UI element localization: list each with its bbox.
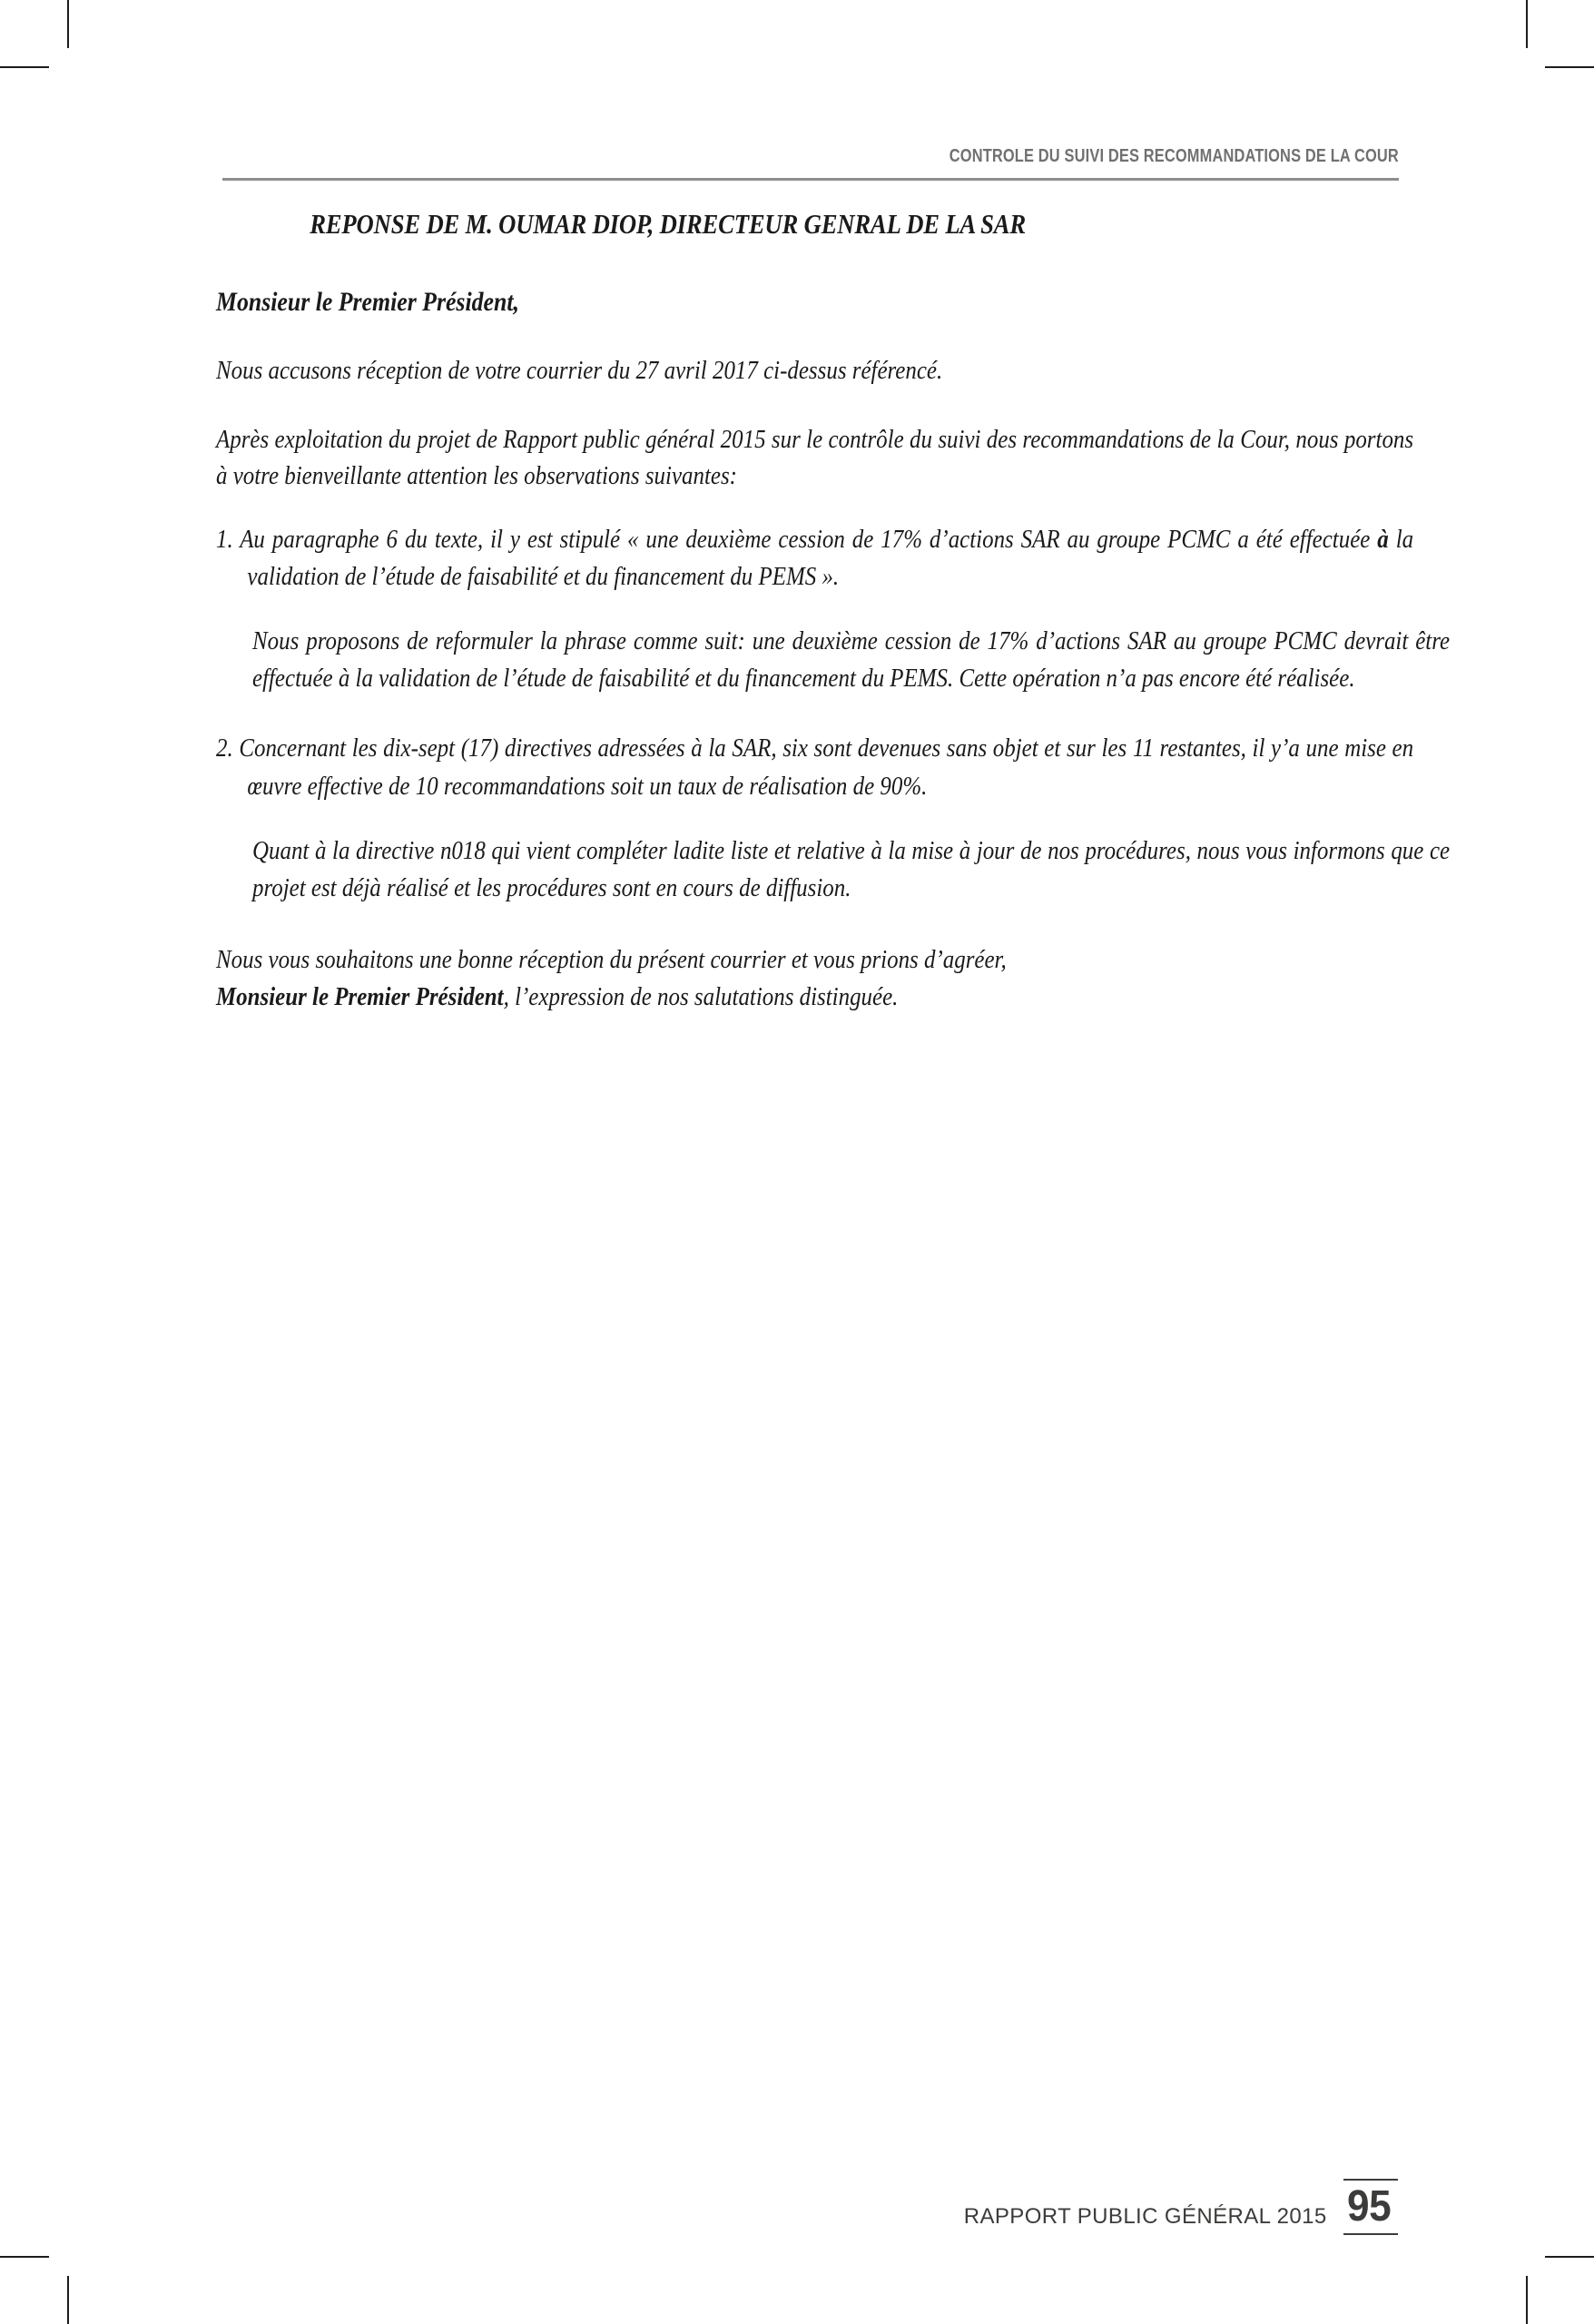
crop-mark-bottom-right-vertical — [1526, 2276, 1528, 2324]
running-head — [222, 145, 1399, 167]
page-number-box — [1338, 2179, 1398, 2235]
crop-mark-bottom-left-vertical — [67, 2276, 69, 2324]
list-item — [216, 730, 1451, 907]
list-item-text — [216, 521, 1413, 596]
list-item-body-before: Au paragraphe 6 du texte, il y est stipulé « une deuxième cession de 17% d’actions SAR au groupe PCMC a été effectuée — [240, 524, 1378, 554]
closing-paragraph — [216, 941, 1413, 1016]
document-body — [216, 207, 1451, 1017]
crop-mark-bottom-left-horizontal — [0, 2256, 49, 2258]
page-footer — [964, 2179, 1398, 2235]
list-item-body-before: Concernant les dix-sept (17) directives adressées à la SAR, six sont devenues sans objet et sur les 11 restantes, il y’a une mise en œuvre effective de 10 recommandations soit un taux de réalisation de 90%. — [239, 734, 1414, 801]
list-item-subparagraph: Quant à la directive n018 qui vient compléter ladite liste et relative à la mise à jour de nos procédures, nous vous informons que ce projet est déjà réalisé et les procédures sont en cours de diffusion. — [252, 835, 1451, 902]
crop-mark-top-right-vertical — [1526, 0, 1528, 48]
page-number: 95 — [1346, 2182, 1391, 2230]
list-item — [216, 521, 1451, 698]
opening-paragraph: Nous accusons réception de votre courrier du 27 avril 2017 ci-dessus référencé. — [216, 355, 943, 385]
list-item-text — [216, 730, 1413, 804]
numbered-observations-list — [216, 521, 1451, 907]
salutation: Monsieur le Premier Président, — [216, 286, 519, 317]
header-rule — [222, 178, 1399, 181]
running-head-text: CONTROLE DU SUIVI DES RECOMMANDATIONS DE LA COUR — [949, 145, 1399, 166]
closing-line-one: Nous vous souhaitons une bonne réception du présent courrier et vous prions d’agréer, — [216, 945, 1007, 975]
closing-rest: , l’expression de nos salutations distinguée. — [503, 982, 899, 1012]
footer-label: RAPPORT PUBLIC GÉNÉRAL 2015 — [963, 2204, 1327, 2229]
list-item-number: 1. — [216, 524, 233, 554]
crop-mark-bottom-right-horizontal — [1545, 2256, 1594, 2258]
crop-mark-top-left-horizontal — [0, 66, 49, 68]
list-item-number: 2. — [216, 734, 233, 763]
closing-addressee: Monsieur le Premier Président — [216, 982, 504, 1012]
crop-mark-top-left-vertical — [67, 0, 69, 48]
page-title: REPONSE DE M. OUMAR DIOP, DIRECTEUR GENRAL DE LA SAR — [310, 208, 1027, 240]
crop-mark-top-right-horizontal — [1545, 66, 1594, 68]
list-item-body-after: la validation de l’étude de faisabilité et du financement du PEMS ». — [247, 524, 1414, 591]
list-item-emphasis: à — [1377, 524, 1389, 554]
list-item-subparagraph: Nous proposons de reformuler la phrase comme suit: une deuxième cession de 17% d’actions SAR au groupe PCMC devrait être effectuée à la validation de l’étude de faisabilité et du financement du PEMS. Cette opération n’a pas encore été réalisée. — [252, 626, 1451, 694]
intro-paragraph: Après exploitation du projet de Rapport public général 2015 sur le contrôle du suivi des recommandations de la Cour, nous portons à votre bienveillante attention les observations suivantes: — [216, 424, 1414, 490]
